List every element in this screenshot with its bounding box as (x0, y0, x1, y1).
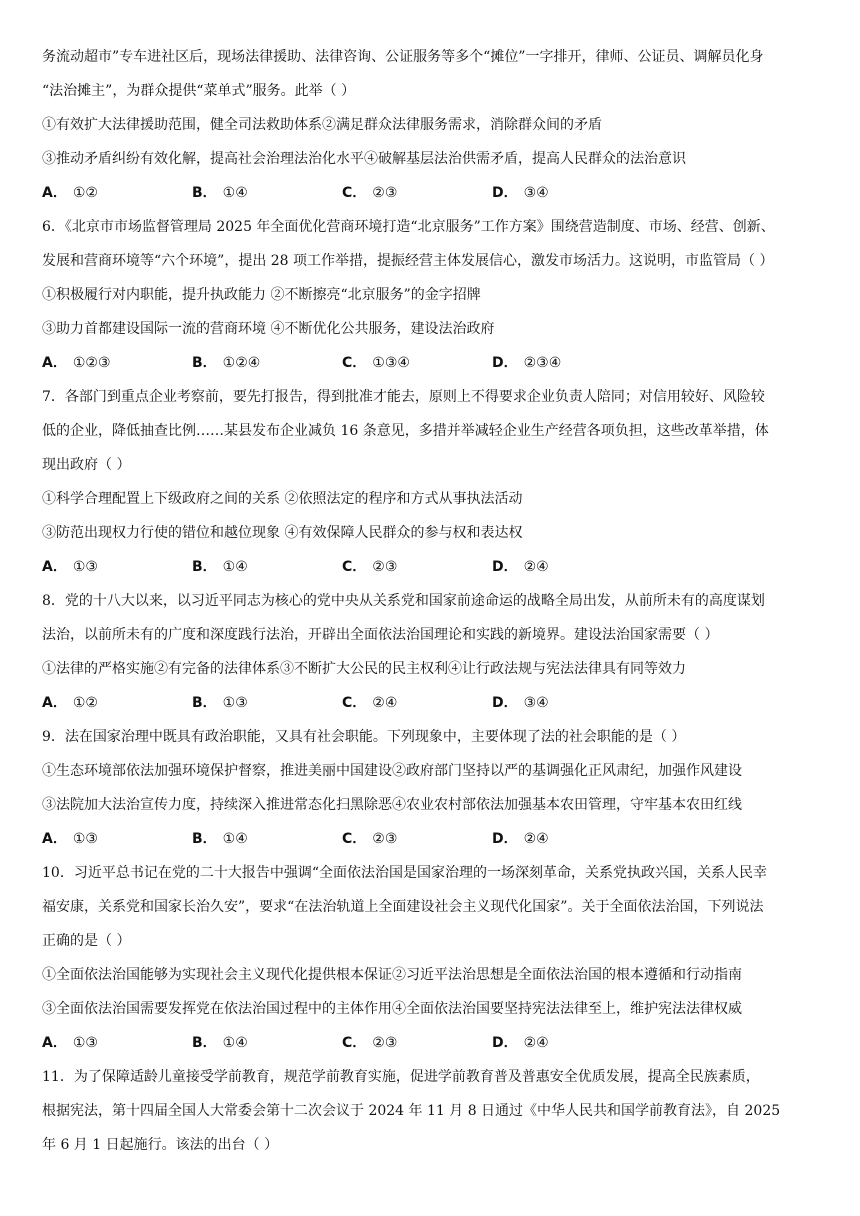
question-stem-line: 11．为了保障适龄儿童接受学前教育，规范学前教育实施，促进学前教育普及普惠安全优质发展，提高全民族素质， (42, 1069, 760, 1085)
question-stem-line: 10．习近平总书记在党的二十大报告中强调“全面依法治国是国家治理的一场深刻革命，关系党执政兴国，关系人民幸 (42, 865, 767, 881)
option-text: ③④ (523, 185, 549, 201)
option-letter: D． (492, 1035, 518, 1051)
option-letter: A． (42, 695, 67, 711)
option-letter: B． (192, 1035, 217, 1051)
option-c (342, 346, 492, 380)
statement-line: ①科学合理配置上下级政府之间的关系 ②依照法定的程序和方式从事执法活动 (42, 491, 523, 507)
answer-options (42, 1026, 822, 1060)
answer-options (42, 346, 822, 380)
option-a (42, 346, 192, 380)
option-text: ②③ (372, 559, 398, 575)
option-text: ①②③ (72, 355, 111, 371)
option-b (192, 176, 342, 210)
option-text: ①②④ (222, 355, 261, 371)
question-stem-line: 务流动超市”专车进社区后，现场法律援助、法律咨询、公证服务等多个“摊位”一字排开，律师、公证员、调解员化身 (42, 49, 764, 65)
option-letter: A． (42, 355, 67, 371)
option-c (342, 822, 492, 856)
answer-options (42, 176, 822, 210)
question-stem-line: 低的企业，降低抽查比例……某县发布企业减负 16 条意见，多措并举减轻企业生产经营各项负担，这些改革举措，体 (42, 423, 769, 439)
option-text: ②④ (523, 831, 549, 847)
option-text: ①④ (222, 185, 248, 201)
question-7 (42, 380, 822, 584)
option-text: ②④ (523, 1035, 549, 1051)
statement-line: ①全面依法治国能够为实现社会主义现代化提供根本保证②习近平法治思想是全面依法治国的根本遵循和行动指南 (42, 967, 742, 983)
question-9 (42, 720, 822, 856)
question-stem-line: “法治摊主”，为群众提供“菜单式”服务。此举（ ） (42, 83, 356, 99)
option-letter: D． (492, 831, 518, 847)
option-b (192, 822, 342, 856)
option-text: ②③ (372, 831, 398, 847)
option-letter: A． (42, 559, 67, 575)
answer-options (42, 686, 822, 720)
question-stem-line: 法治，以前所未有的广度和深度践行法治，开辟出全面依法治国理论和实践的新境界。建设法治国家需要（ ） (42, 627, 719, 643)
question-stem-line: 6．《北京市市场监督管理局 2025 年全面优化营商环境打造“北京服务”工作方案》围绕营造制度、市场、经营、创新、 (42, 219, 775, 235)
option-letter: A． (42, 1035, 67, 1051)
statement-line: ③法院加大法治宣传力度，持续深入推进常态化扫黑除恶④农业农村部依法加强基本农田管理，守牢基本农田红线 (42, 797, 742, 813)
question-stem-line: 年 6 月 1 日起施行。该法的出台（ ） (42, 1137, 279, 1153)
option-letter: C． (342, 355, 367, 371)
statement-line: ③全面依法治国需要发挥党在依法治国过程中的主体作用④全面依法治国要坚持宪法法律至上，维护宪法法律权威 (42, 1001, 742, 1017)
option-letter: C． (342, 831, 367, 847)
option-letter: C． (342, 185, 367, 201)
option-b (192, 686, 342, 720)
option-text: ①② (72, 185, 98, 201)
option-c (342, 550, 492, 584)
option-letter: A． (42, 831, 67, 847)
option-text: ②③ (372, 1035, 398, 1051)
option-b (192, 1026, 342, 1060)
question-8 (42, 584, 822, 720)
option-letter: B． (192, 355, 217, 371)
option-a (42, 822, 192, 856)
answer-options (42, 550, 822, 584)
option-text: ①③ (222, 695, 248, 711)
option-letter: D． (492, 185, 518, 201)
option-text: ②③ (372, 185, 398, 201)
statement-line: ①积极履行对内职能，提升执政能力 ②不断擦亮“北京服务”的金字招牌 (42, 287, 481, 303)
exam-page (42, 40, 822, 1162)
question-stem-line: 7．各部门到重点企业考察前，要先打报告，得到批准才能去，原则上不得要求企业负责人陪同；对信用较好、风险较 (42, 389, 765, 405)
option-a (42, 176, 192, 210)
question-stem-line: 现出政府（ ） (42, 457, 131, 473)
answer-options (42, 822, 822, 856)
question-stem-line: 正确的是（ ） (42, 933, 131, 949)
option-d (492, 822, 642, 856)
option-a (42, 686, 192, 720)
option-letter: D． (492, 695, 518, 711)
option-d (492, 176, 642, 210)
option-text: ③④ (523, 695, 549, 711)
question-6 (42, 210, 822, 380)
statement-line: ③助力首都建设国际一流的营商环境 ④不断优化公共服务，建设法治政府 (42, 321, 495, 337)
option-c (342, 1026, 492, 1060)
option-a (42, 1026, 192, 1060)
statement-line: ①法律的严格实施②有完备的法律体系③不断扩大公民的民主权利④让行政法规与宪法法律具有同等效力 (42, 661, 686, 677)
option-text: ②④ (523, 559, 549, 575)
option-text: ①④ (222, 559, 248, 575)
option-letter: D． (492, 355, 518, 371)
question-11 (42, 1060, 822, 1162)
option-text: ①③ (72, 831, 98, 847)
question-5 (42, 40, 822, 210)
option-letter: B． (192, 185, 217, 201)
statement-line: ③推动矛盾纠纷有效化解，提高社会治理法治化水平④破解基层法治供需矛盾，提高人民群众的法治意识 (42, 151, 686, 167)
question-stem-line: 9．法在国家治理中既具有政治职能，又具有社会职能。下列现象中，主要体现了法的社会职能的是（ ） (42, 729, 686, 745)
option-a (42, 550, 192, 584)
option-text: ①② (72, 695, 98, 711)
option-c (342, 176, 492, 210)
option-b (192, 346, 342, 380)
option-c (342, 686, 492, 720)
statement-line: ①有效扩大法律援助范围，健全司法救助体系②满足群众法律服务需求，消除群众间的矛盾 (42, 117, 602, 133)
option-letter: C． (342, 559, 367, 575)
option-b (192, 550, 342, 584)
option-letter: C． (342, 695, 367, 711)
option-text: ①④ (222, 1035, 248, 1051)
option-d (492, 686, 642, 720)
question-stem-line: 8．党的十八大以来，以习近平同志为核心的党中央从关系党和国家前途命运的战略全局出发，从前所未有的高度谋划 (42, 593, 765, 609)
question-stem-line: 发展和营商环境等“六个环境”，提出 28 项工作举措，提振经营主体发展信心，激发市场活力。这说明，市监管局（ ） (42, 253, 774, 269)
option-letter: B． (192, 559, 217, 575)
option-text: ①③ (72, 559, 98, 575)
option-letter: B． (192, 831, 217, 847)
option-d (492, 1026, 642, 1060)
option-letter: D． (492, 559, 518, 575)
option-text: ①④ (222, 831, 248, 847)
option-d (492, 346, 642, 380)
statement-line: ①生态环境部依法加强环境保护督察，推进美丽中国建设②政府部门坚持以严的基调强化正风肃纪，加强作风建设 (42, 763, 742, 779)
option-letter: C． (342, 1035, 367, 1051)
option-text: ①③ (72, 1035, 98, 1051)
option-d (492, 550, 642, 584)
option-text: ①③④ (372, 355, 410, 371)
option-letter: B． (192, 695, 217, 711)
question-stem-line: 根据宪法，第十四届全国人大常委会第十二次会议于 2024 年 11 月 8 日通过《中华人民共和国学前教育法》，自 2025 (42, 1103, 781, 1119)
question-10 (42, 856, 822, 1060)
option-text: ②④ (372, 695, 398, 711)
option-text: ②③④ (523, 355, 562, 371)
option-letter: A． (42, 185, 67, 201)
statement-line: ③防范出现权力行使的错位和越位现象 ④有效保障人民群众的参与权和表达权 (42, 525, 523, 541)
question-stem-line: 福安康，关系党和国家长治久安”，要求“在法治轨道上全面建设社会主义现代化国家”。关于全面依法治国，下列说法 (42, 899, 764, 915)
